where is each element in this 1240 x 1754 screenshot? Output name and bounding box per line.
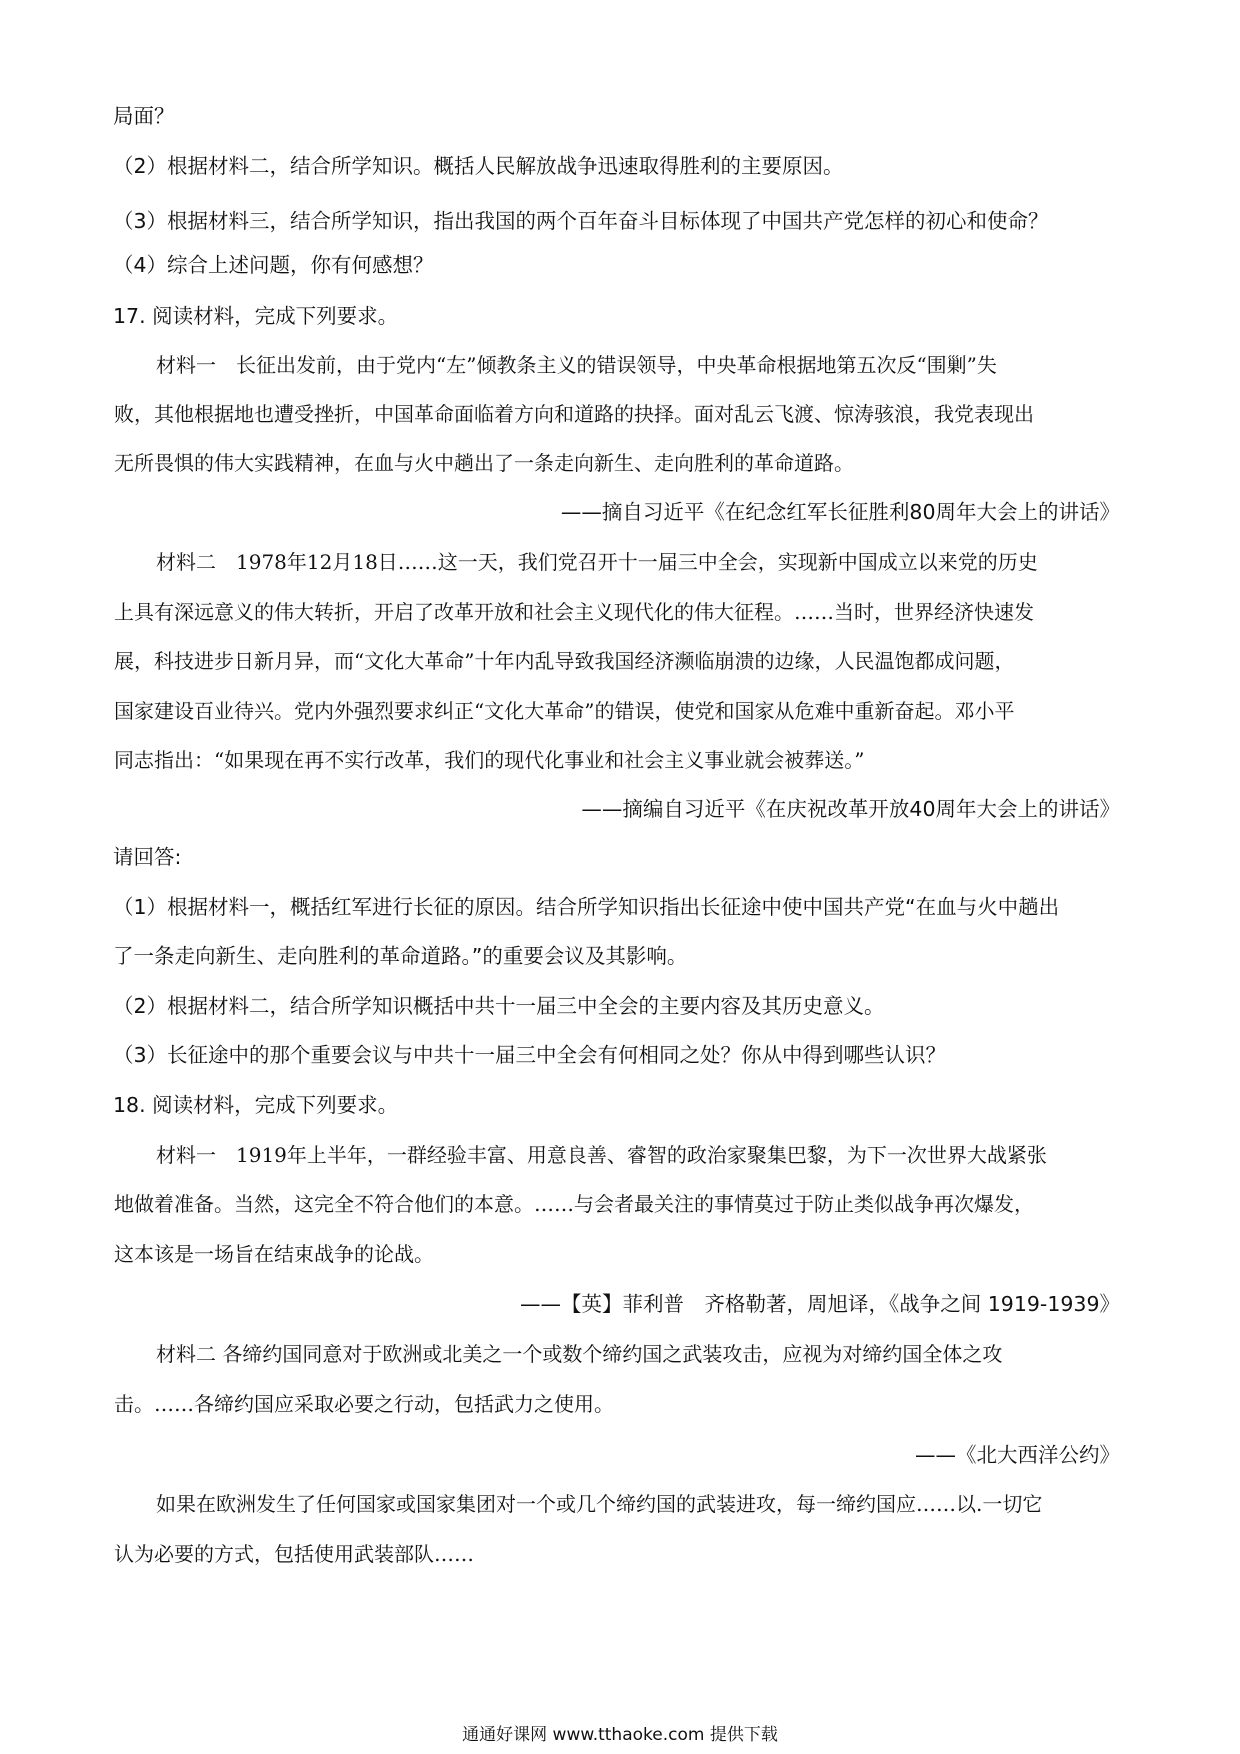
q16-part4: （4）综合上述问题，你有何感想？ <box>113 253 434 277</box>
q17-part1-line: 了一条走向新生、走向胜利的革命道路。”的重要会议及其影响。 <box>113 944 688 968</box>
q16-tail: 局面？ <box>113 104 175 128</box>
q18-material1-source: ——【英】菲利普 齐格勒著，周旭译，《战争之间 1919-1939》 <box>519 1292 1120 1316</box>
q17-material2-line: 国家建设百业待兴。党内外强烈要求纠正“文化大革命”的错误，使党和国家从危难中重新奋起。邓小平 <box>114 699 1015 723</box>
q17-material2-source: ——摘编自习近平《在庆祝改革开放40周年大会上的讲话》 <box>581 797 1120 821</box>
q18-material3-line: 认为必要的方式，包括使用武装部队…… <box>114 1542 474 1566</box>
q17-material2-line: 材料二 1978年12月18日……这一天，我们党召开十一届三中全会，实现新中国成立以来党的历史 <box>156 550 1038 574</box>
q17-material2-line: 展，科技进步日新月异，而“文化大革命”十年内乱导致我国经济濒临崩溃的边缘，人民温饱都成问题， <box>114 649 1015 673</box>
q17-ask: 请回答: <box>113 845 182 869</box>
q18-material2-line: 击。……各缔约国应采取必要之行动，包括武力之使用。 <box>114 1392 614 1416</box>
q17-material1-source: ——摘自习近平《在纪念红军长征胜利80周年大会上的讲话》 <box>560 500 1120 524</box>
q17-material1-line: 败，其他根据地也遭受挫折，中国革命面临着方向和道路的抉择。面对乱云飞渡、惊涛骇浪，我党表现出 <box>114 402 1034 426</box>
q17-material1-line: 无所畏惧的伟大实践精神，在血与火中趟出了一条走向新生、走向胜利的革命道路。 <box>114 451 854 475</box>
q17-part2: （2）根据材料二，结合所学知识概括中共十一届三中全会的主要内容及其历史意义。 <box>113 994 885 1018</box>
q16-part3: （3）根据材料三，结合所学知识，指出我国的两个百年奋斗目标体现了中国共产党怎样的初心和使命？ <box>113 209 1049 233</box>
q17-material2-line: 同志指出：“如果现在再不实行改革，我们的现代化事业和社会主义事业就会被葬送。” <box>114 748 865 772</box>
q17-title: 17. 阅读材料，完成下列要求。 <box>113 304 399 328</box>
q17-part1-line: （1）根据材料一，概括红军进行长征的原因。结合所学知识指出长征途中使中国共产党“在血与火中趟出 <box>113 895 1060 919</box>
q17-material2-line: 上具有深远意义的伟大转折，开启了改革开放和社会主义现代化的伟大征程。……当时，世界经济快速发 <box>114 600 1034 624</box>
q18-material1-line: 材料一 1919年上半年，一群经验丰富、用意良善、睿智的政治家聚集巴黎，为下一次世界大战紧张 <box>156 1143 1047 1167</box>
q18-material1-line: 地做着准备。当然，这完全不符合他们的本意。……与会者最关注的事情莫过于防止类似战争再次爆发， <box>114 1192 1034 1216</box>
q18-material2-line: 材料二 各缔约国同意对于欧洲或北美之一个或数个缔约国之武装攻击，应视为对缔约国全体之攻 <box>156 1342 1003 1366</box>
q18-material3-line: 如果在欧洲发生了任何国家或国家集团对一个或几个缔约国的武装进攻，每一缔约国应……以.一切它 <box>156 1492 1043 1516</box>
q17-material1-line: 材料一 长征出发前，由于党内“左”倾教条主义的错误领导，中央革命根据地第五次反“围剿”失 <box>156 353 997 377</box>
q17-part3: （3）长征途中的那个重要会议与中共十一届三中全会有何相同之处？你从中得到哪些认识？ <box>113 1043 947 1067</box>
q18-title: 18. 阅读材料，完成下列要求。 <box>113 1093 399 1117</box>
q16-part2: （2）根据材料二，结合所学知识。概括人民解放战争迅速取得胜利的主要原因。 <box>113 154 844 178</box>
footer-download-note: 通通好课网 www.tthaoke.com 提供下载 <box>462 1725 778 1745</box>
q18-material1-line: 这本该是一场旨在结束战争的论战。 <box>114 1242 434 1266</box>
q18-material2-source: ——《北大西洋公约》 <box>915 1443 1120 1467</box>
